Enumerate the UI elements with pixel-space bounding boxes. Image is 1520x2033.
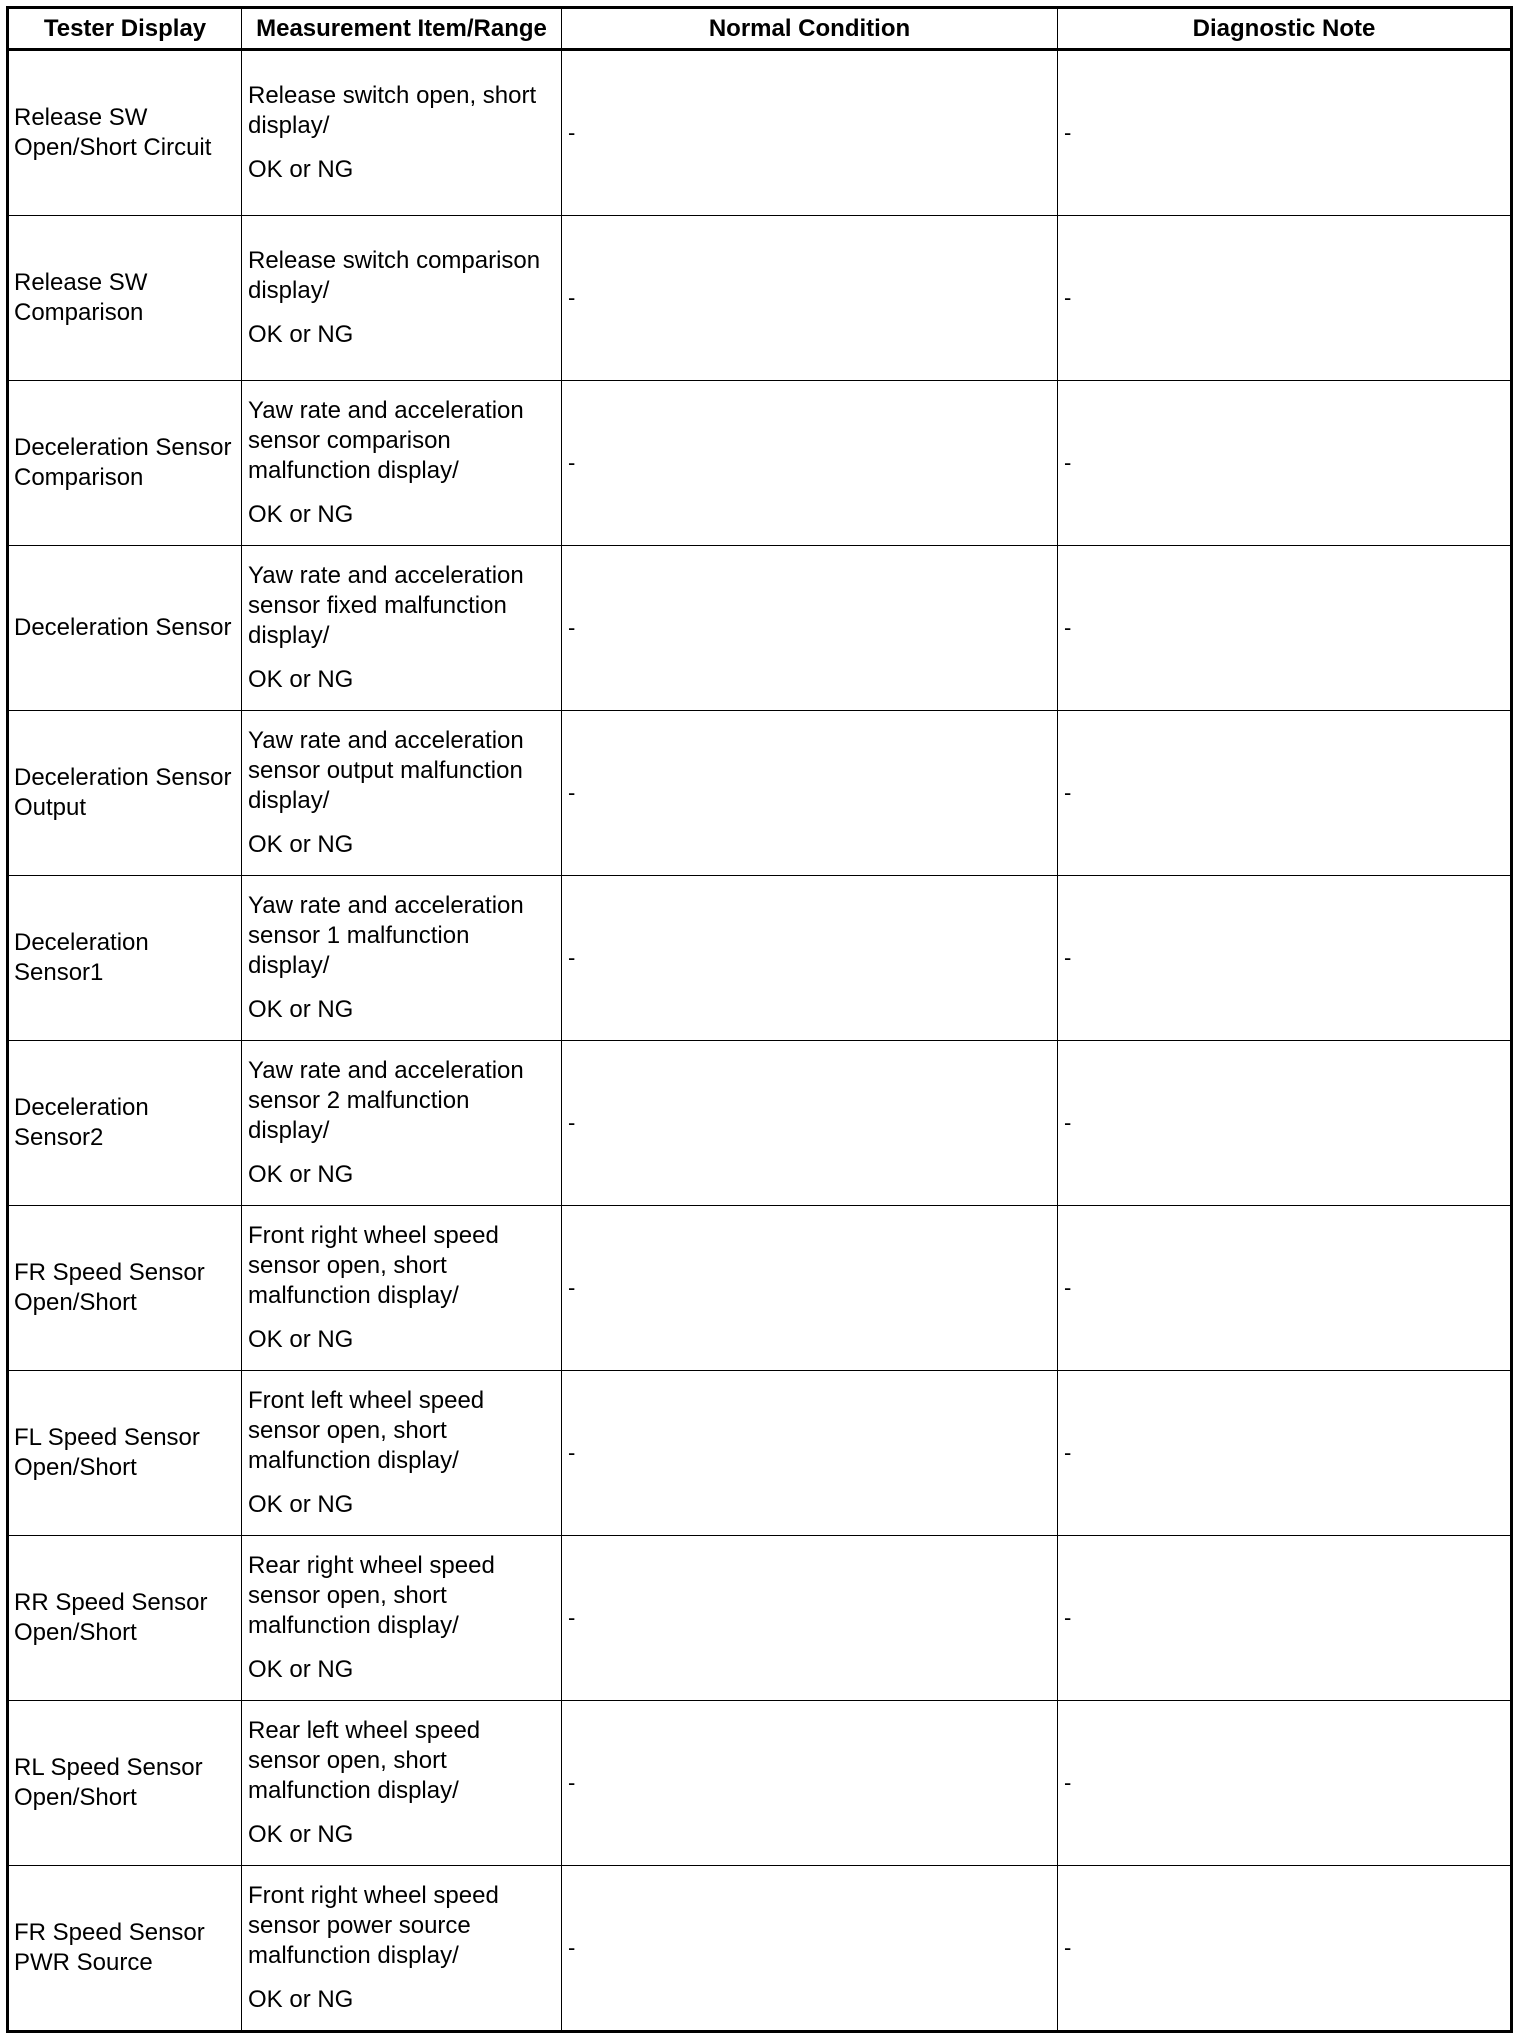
measurement-range: OK or NG	[248, 156, 354, 183]
tester-display-cell: FR Speed Sensor PWR Source	[8, 1866, 242, 2032]
normal-condition-cell: -	[562, 50, 1058, 216]
tester-display-cell: Release SW Open/Short Circuit	[8, 50, 242, 216]
diagnostic-note-cell: -	[1058, 1206, 1512, 1371]
measurement-description: Front right wheel speed sensor power source malfunction display/	[248, 1882, 499, 1969]
diagnostic-note-cell: -	[1058, 381, 1512, 546]
normal-condition-cell: -	[562, 711, 1058, 876]
normal-condition-cell: -	[562, 1206, 1058, 1371]
tester-display-cell: FR Speed Sensor Open/Short	[8, 1206, 242, 1371]
tester-display-cell: RR Speed Sensor Open/Short	[8, 1536, 242, 1701]
diagnostic-note-cell: -	[1058, 876, 1512, 1041]
table-row	[8, 1701, 1512, 1866]
tester-display-cell: RL Speed Sensor Open/Short	[8, 1701, 242, 1866]
measurement-range: OK or NG	[248, 321, 354, 348]
normal-condition-cell: -	[562, 546, 1058, 711]
tester-display-cell: FL Speed Sensor Open/Short	[8, 1371, 242, 1536]
diagnostic-note-cell: -	[1058, 216, 1512, 381]
measurement-range: OK or NG	[248, 996, 354, 1023]
measurement-description: Release switch open, short display/	[248, 82, 537, 139]
normal-condition-cell: -	[562, 1041, 1058, 1206]
measurement-description: Yaw rate and acceleration sensor fixed malfunction display/	[248, 562, 524, 649]
diagnostic-note-cell: -	[1058, 1701, 1512, 1866]
measurement-cell	[242, 1371, 562, 1536]
table-header-row	[8, 8, 1512, 50]
table-row	[8, 1206, 1512, 1371]
tester-display-cell: Deceleration Sensor	[8, 546, 242, 711]
measurement-description: Rear right wheel speed sensor open, short malfunction display/	[248, 1552, 495, 1639]
measurement-range: OK or NG	[248, 1326, 354, 1353]
table-row	[8, 381, 1512, 546]
measurement-range: OK or NG	[248, 1821, 354, 1848]
diagnostic-note-cell: -	[1058, 1536, 1512, 1701]
table-row	[8, 1371, 1512, 1536]
header-normal-condition: Normal Condition	[562, 8, 1058, 50]
header-tester-display: Tester Display	[8, 8, 242, 50]
measurement-range: OK or NG	[248, 831, 354, 858]
measurement-cell	[242, 1041, 562, 1206]
measurement-cell	[242, 1206, 562, 1371]
measurement-range: OK or NG	[248, 1491, 354, 1518]
table-row	[8, 1866, 1512, 2032]
header-measurement: Measurement Item/Range	[242, 8, 562, 50]
tester-display-cell: Deceleration Sensor Output	[8, 711, 242, 876]
normal-condition-cell: -	[562, 1371, 1058, 1536]
tester-display-cell: Release SW Comparison	[8, 216, 242, 381]
measurement-cell	[242, 50, 562, 216]
normal-condition-cell: -	[562, 876, 1058, 1041]
diagnostic-table	[6, 6, 1513, 2033]
measurement-description: Yaw rate and acceleration sensor comparison malfunction display/	[248, 397, 524, 484]
measurement-description: Front left wheel speed sensor open, short malfunction display/	[248, 1387, 485, 1474]
diagnostic-table-container	[6, 6, 1510, 2033]
measurement-description: Yaw rate and acceleration sensor output malfunction display/	[248, 727, 524, 814]
measurement-description: Front right wheel speed sensor open, short malfunction display/	[248, 1222, 499, 1309]
measurement-range: OK or NG	[248, 1656, 354, 1683]
diagnostic-note-cell: -	[1058, 50, 1512, 216]
diagnostic-note-cell: -	[1058, 546, 1512, 711]
normal-condition-cell: -	[562, 216, 1058, 381]
table-row	[8, 1041, 1512, 1206]
measurement-description: Yaw rate and acceleration sensor 2 malfunction display/	[248, 1057, 524, 1144]
table-row	[8, 546, 1512, 711]
measurement-cell	[242, 546, 562, 711]
measurement-cell	[242, 216, 562, 381]
measurement-cell	[242, 711, 562, 876]
measurement-range: OK or NG	[248, 501, 354, 528]
measurement-cell	[242, 1536, 562, 1701]
normal-condition-cell: -	[562, 1536, 1058, 1701]
measurement-description: Rear left wheel speed sensor open, short malfunction display/	[248, 1717, 481, 1804]
measurement-description: Yaw rate and acceleration sensor 1 malfunction display/	[248, 892, 524, 979]
table-row	[8, 876, 1512, 1041]
measurement-cell	[242, 381, 562, 546]
measurement-range: OK or NG	[248, 1161, 354, 1188]
tester-display-cell: Deceleration Sensor1	[8, 876, 242, 1041]
normal-condition-cell: -	[562, 381, 1058, 546]
diagnostic-note-cell: -	[1058, 711, 1512, 876]
table-row	[8, 1536, 1512, 1701]
table-row	[8, 50, 1512, 216]
normal-condition-cell: -	[562, 1866, 1058, 2032]
diagnostic-note-cell: -	[1058, 1371, 1512, 1536]
normal-condition-cell: -	[562, 1701, 1058, 1866]
header-diagnostic-note: Diagnostic Note	[1058, 8, 1512, 50]
measurement-cell	[242, 876, 562, 1041]
table-body	[8, 50, 1512, 2032]
table-row	[8, 216, 1512, 381]
tester-display-cell: Deceleration Sensor2	[8, 1041, 242, 1206]
tester-display-cell: Deceleration Sensor Comparison	[8, 381, 242, 546]
table-row	[8, 711, 1512, 876]
diagnostic-note-cell: -	[1058, 1866, 1512, 2032]
measurement-range: OK or NG	[248, 666, 354, 693]
measurement-range: OK or NG	[248, 1986, 354, 2013]
measurement-cell	[242, 1701, 562, 1866]
measurement-description: Release switch comparison display/	[248, 247, 541, 304]
measurement-cell	[242, 1866, 562, 2032]
diagnostic-note-cell: -	[1058, 1041, 1512, 1206]
